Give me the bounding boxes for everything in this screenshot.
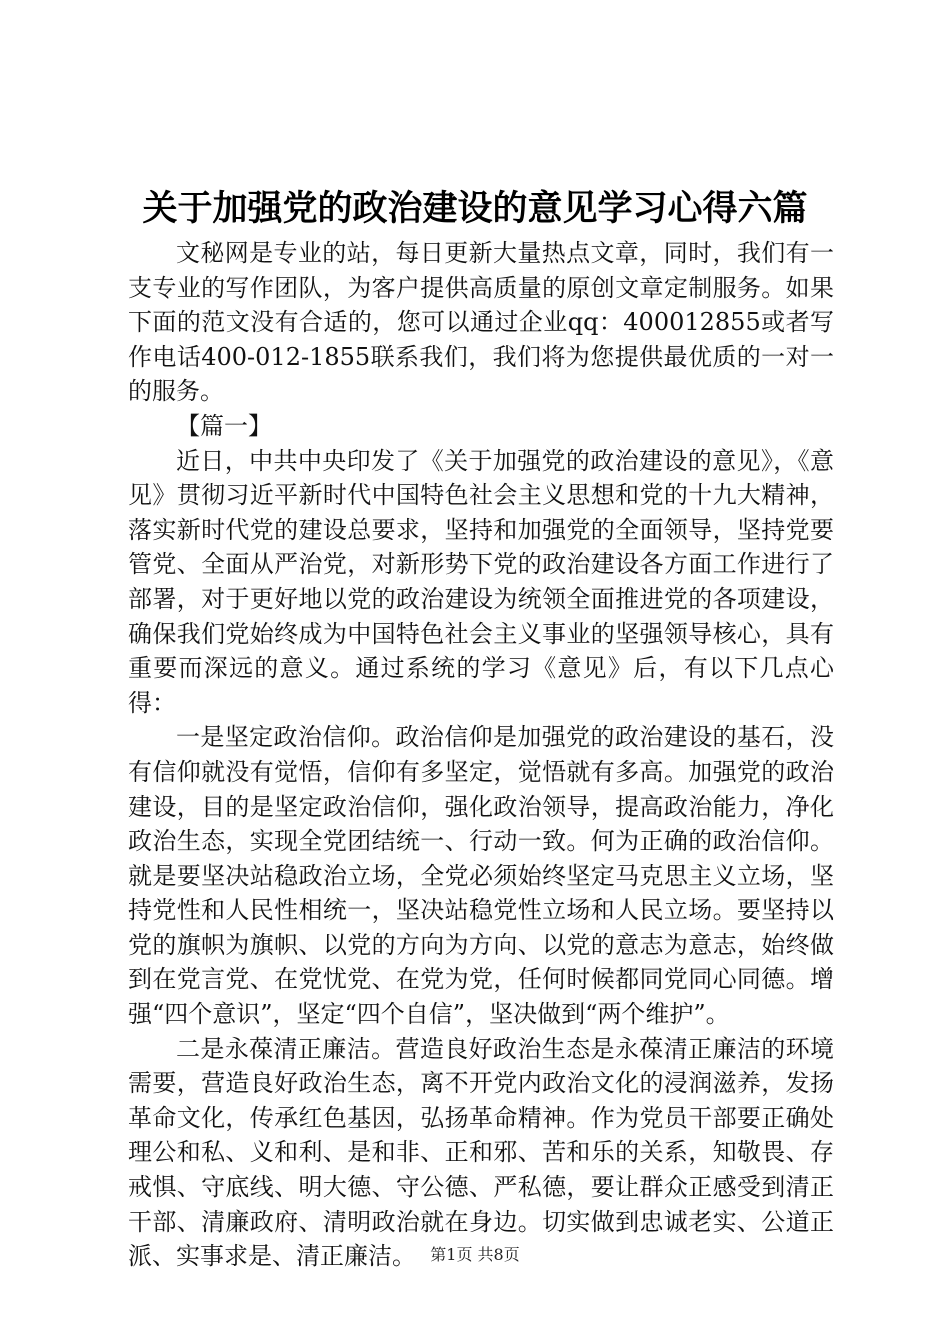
page-number-footer: 第1页 共8页 [430,1245,520,1264]
body-paragraph: 近日，中共中央印发了《关于加强党的政治建设的意见》，《意见》贯彻习近平新时代中国特色社会主义思想和党的十九大精神，落实新时代党的建设总要求，坚持和加强党的全面领导，坚持党要管党、全面从严治党，对新形势下党的政治建设各方面工作进行了部署，对于更好地以党的政治建设为统领全面推进党的各项建设，确保我们党始终成为中国特色社会主义事业的坚强领导核心，具有重要而深远的意义。通过系统的学习《意见》后，有以下几点心得： [128,446,834,717]
document-body [128,236,834,1274]
document-title: 关于加强党的政治建设的意见学习心得六篇 [142,188,808,229]
body-paragraph: 一是坚定政治信仰。政治信仰是加强党的政治建设的基石，没有信仰就没有觉悟，信仰有多坚定，觉悟就有多高。加强党的政治建设，目的是坚定政治信仰，强化政治领导，提高政治能力，净化政治生态，实现全党团结统一、行动一致。何为正确的政治信仰。就是要坚决站稳政治立场，全党必须始终坚定马克思主义立场，坚持党性和人民性相统一，坚决站稳党性立场和人民立场。要坚持以党的旗帜为旗帜、以党的方向为方向、以党的意志为意志，始终做到在党言党、在党忧党、在党为党，任何时候都同党同心同德。增强“四个意识”，坚定“四个自信”，坚决做到“两个维护”。 [128,723,834,1029]
body-paragraph: 二是永葆清正廉洁。营造良好政治生态是永葆清正廉洁的环境需要，营造良好政治生态，离不开党内政治文化的浸润滋养，发扬革命文化，传承红色基因，弘扬革命精神。作为党员干部要正确处理公和私、义和利、是和非、正和邪、苦和乐的关系，知敬畏、存戒惧、守底线、明大德、守公德、严私德，要让群众正感受到清正干部、清廉政府、清明政治就在身边。切实做到忠诚老实、公道正派、实事求是、清正廉洁。 [128,1034,834,1271]
intro-paragraph: 文秘网是专业的站，每日更新大量热点文章，同时，我们有一支专业的写作团队，为客户提供高质量的原创文章定制服务。如果下面的范文没有合适的，您可以通过企业qq：400012855或者写作电话400-012-1855联系我们，我们将为您提供最优质的一对一的服务。 [128,239,834,406]
section-heading: 【篇一】 [176,411,272,440]
